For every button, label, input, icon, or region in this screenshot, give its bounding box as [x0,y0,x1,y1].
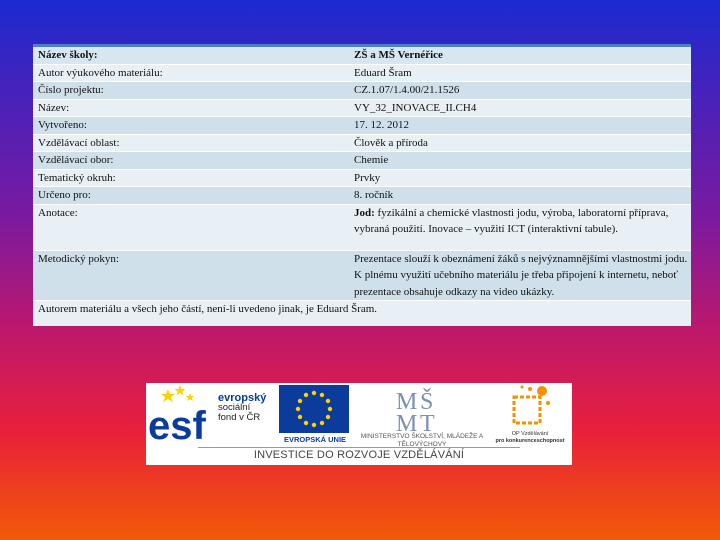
row-value: VY_32_INOVACE_II.CH4 [349,99,691,117]
table-row [33,82,691,100]
table-row [33,169,691,187]
svg-text:T: T [420,411,435,433]
esf-line: fond v ČR [218,412,261,423]
msmt-label: MINISTERSTVO ŠKOLSTVÍ, MLÁDEŽE A TĚLOVÝCHOVY [360,433,484,448]
row-value: Prvky [349,169,691,187]
svg-text:esf: esf [148,404,206,443]
row-label: Vzdělávací obor: [33,152,349,170]
author-note: Autorem materiálu a všech jeho částí, není-li uvedeno jinak, je Eduard Šram. [33,301,691,326]
esf-line: sociální [218,402,251,413]
row-label: Název školy: [33,46,349,65]
row-label: Určeno pro: [33,187,349,205]
method-value: Prezentace slouží k obeznámení žáků s nejvýznamnějšími vlastnostmi jodu. K plnému využití učebního materiálu je třeba připojení k internetu, neboť prezentace obsahuje odkazy na video ukázky. [349,250,691,301]
msmt-logo-icon [386,385,456,433]
info-table [33,44,691,326]
annotation-row [33,204,691,250]
eu-label: EVROPSKÁ UNIE [283,435,347,444]
row-value: 8. ročník [349,187,691,205]
method-label: Metodický pokyn: [33,250,349,301]
row-value: Člověk a příroda [349,134,691,152]
eu-flag-icon [279,385,349,433]
svg-text:Š: Š [420,389,434,415]
table-row [33,117,691,135]
row-label: Tematický okruh: [33,169,349,187]
logo-bar [146,383,572,465]
esf-line: evropský [218,392,267,404]
row-label: Název: [33,99,349,117]
table-row [33,152,691,170]
op-line: pro konkurenceschopnost [495,437,565,444]
op-line: OP Vzdělávání [511,431,549,437]
op-label [488,431,572,444]
annotation-bold: Jod: [354,206,375,219]
row-value: ZŠ a MŠ Vernéřice [349,46,691,65]
table-row [33,134,691,152]
table-row [33,187,691,205]
annotation-label: Anotace: [33,204,349,250]
esf-text [218,393,278,423]
svg-text:M: M [396,389,418,415]
row-label: Vytvořeno: [33,117,349,135]
row-value: Chemie [349,152,691,170]
row-label: Autor výukového materiálu: [33,64,349,82]
method-row [33,250,691,301]
row-value: Eduard Šram [349,64,691,82]
op-logo-icon [508,383,552,429]
investice-caption: INVESTICE DO ROZVOJE VZDĚLÁVÁNÍ [253,449,465,461]
annotation-text: fyzikální a chemické vlastnosti jodu, výroba, laboratorní příprava, vybraná použití. Inovace – využití ICT (interaktivní tabule). [354,206,669,235]
row-value: CZ.1.07/1.4.00/21.1526 [349,82,691,100]
row-label: Číslo projektu: [33,82,349,100]
table-row [33,46,691,65]
row-value: 17. 12. 2012 [349,117,691,135]
table-row [33,64,691,82]
row-label: Vzdělávací oblast: [33,134,349,152]
eu-stars-icon [279,385,349,433]
svg-text:M: M [396,411,418,433]
table-row [33,99,691,117]
divider [198,447,520,448]
annotation-value [349,204,691,250]
author-row [33,301,691,326]
esf-logo-icon [146,383,208,443]
